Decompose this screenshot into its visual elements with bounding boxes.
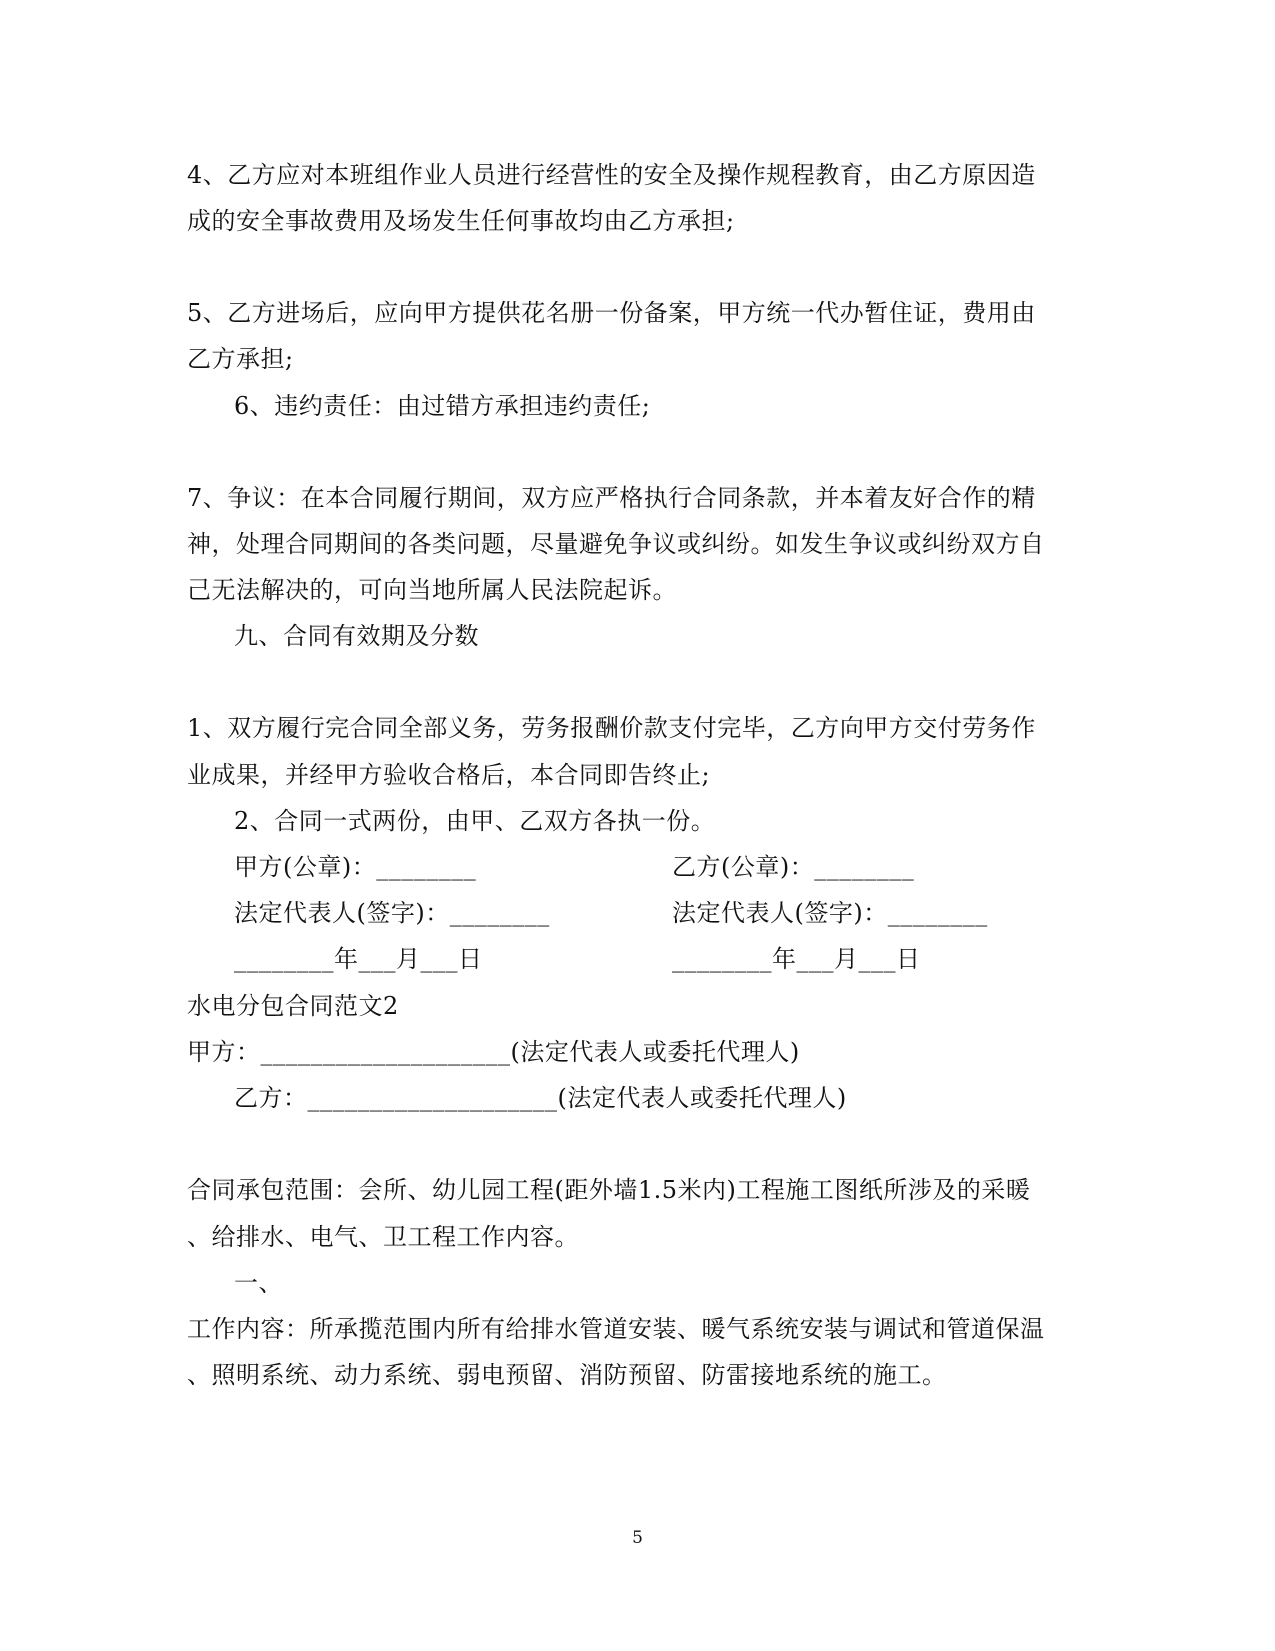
party-a-date: ________年___月___日 bbox=[234, 945, 483, 973]
party-b-seal: 乙方(公章)：________ bbox=[672, 853, 915, 881]
work-content-line2: 、照明系统、动力系统、弱电预留、消防预留、防雷接地系统的施工。 bbox=[187, 1361, 947, 1389]
item7-line3: 己无法解决的，可向当地所属人民法院起诉。 bbox=[187, 576, 677, 604]
contract2-party-a: 甲方：____________________(法定代表人或委托代理人) bbox=[187, 1038, 800, 1066]
party-a-representative: 法定代表人(签字)：________ bbox=[234, 899, 550, 927]
scope-line2: 、给排水、电气、卫工程工作内容。 bbox=[187, 1223, 579, 1251]
section1-heading: 一、 bbox=[234, 1269, 283, 1297]
party-b-date: ________年___月___日 bbox=[672, 945, 921, 973]
contract2-party-b: 乙方：____________________(法定代表人或委托代理人) bbox=[234, 1084, 847, 1112]
item7-line1: 7、争议：在本合同履行期间，双方应严格执行合同条款，并本着友好合作的精 bbox=[187, 484, 1036, 512]
term1-line2: 业成果，并经甲方验收合格后，本合同即告终止; bbox=[187, 761, 711, 789]
section9-heading: 九、合同有效期及分数 bbox=[234, 622, 479, 650]
item5-line1: 5、乙方进场后，应向甲方提供花名册一份备案，甲方统一代办暂住证，费用由 bbox=[187, 299, 1036, 327]
work-content-line1: 工作内容：所承揽范围内所有给排水管道安装、暖气系统安装与调试和管道保温 bbox=[187, 1315, 1045, 1343]
scope-line1: 合同承包范围：会所、幼儿园工程(距外墙1.5米内)工程施工图纸所涉及的采暖 bbox=[187, 1176, 1031, 1204]
party-a-seal: 甲方(公章)：________ bbox=[234, 853, 477, 881]
term2: 2、合同一式两份，由甲、乙双方各执一份。 bbox=[234, 807, 716, 835]
item4-line2: 成的安全事故费用及场发生任何事故均由乙方承担; bbox=[187, 207, 735, 235]
page-number: 5 bbox=[632, 1528, 643, 1548]
contract2-title: 水电分包合同范文2 bbox=[187, 992, 399, 1020]
item6: 6、违约责任：由过错方承担违约责任; bbox=[234, 392, 651, 420]
item5-line2: 乙方承担; bbox=[187, 345, 294, 373]
item7-line2: 神，处理合同期间的各类问题，尽量避免争议或纠纷。如发生争议或纠纷双方自 bbox=[187, 530, 1045, 558]
item4-line1: 4、乙方应对本班组作业人员进行经营性的安全及操作规程教育，由乙方原因造 bbox=[187, 161, 1036, 189]
term1-line1: 1、双方履行完合同全部义务，劳务报酬价款支付完毕，乙方向甲方交付劳务作 bbox=[187, 714, 1036, 742]
party-b-representative: 法定代表人(签字)：________ bbox=[672, 899, 988, 927]
